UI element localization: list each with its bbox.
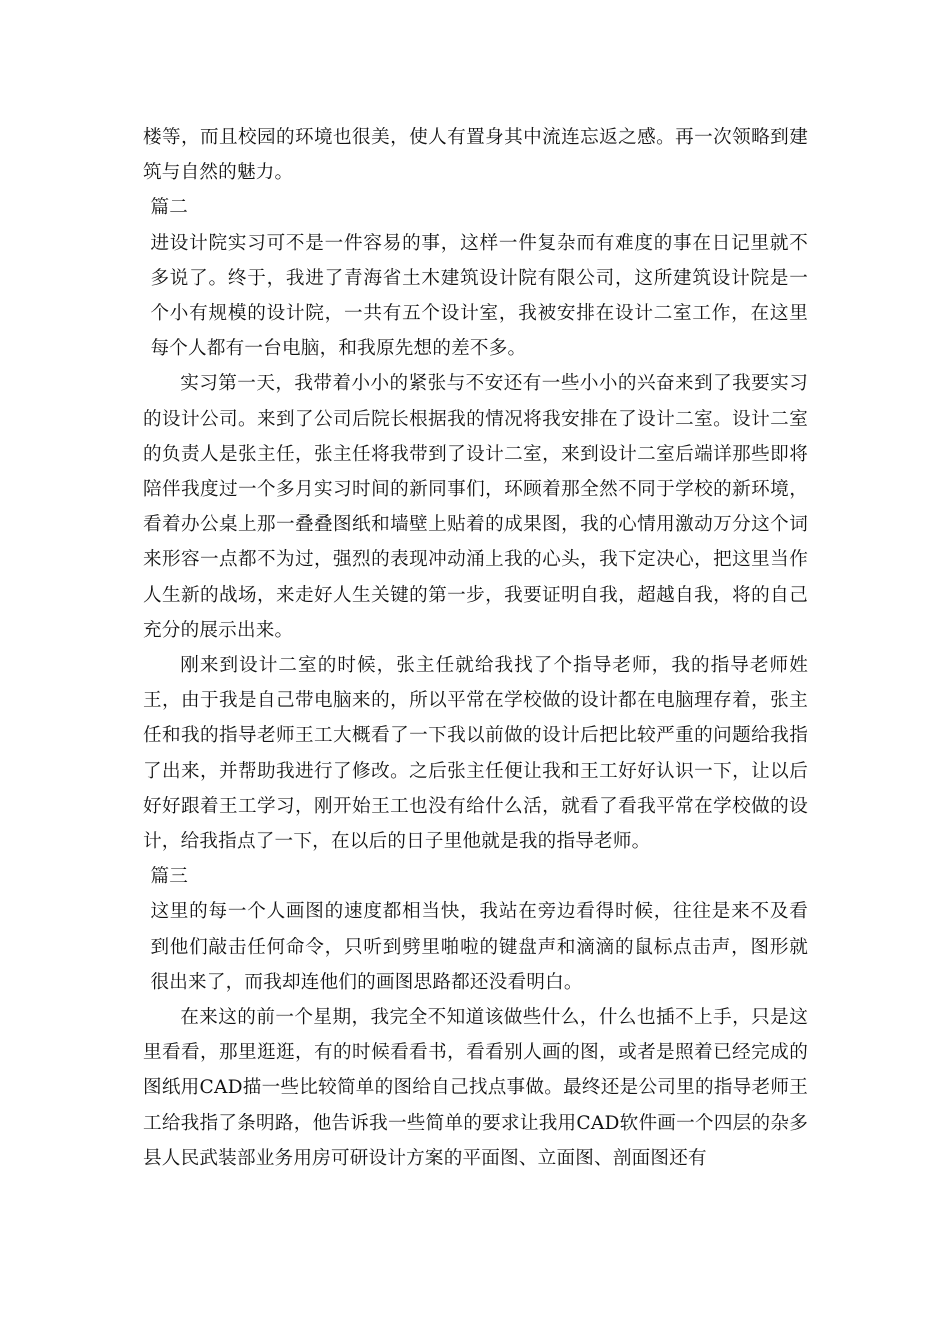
paragraph-first-day: 实习第一天，我带着小小的紧张与不安还有一些小小的兴奋来到了我要实习的设计公司。来到了公司后院长根据我的情况将我安排在了设计二室。设计二室的负责人是张主任，张主任将我带到了设计二室，来到设计二室后端详那些即将陪伴我度过一个多月实习时间的新同事们，环顾着那全然不同于学校的新环境，看着办公桌上那一叠叠图纸和墙壁上贴着的成果图，我的心情用激动万分这个词来形容一点都不为过，强烈的表现冲动涌上我的心头，我下定决心，把这里当作人生新的战场，来走好人生关键的第一步，我要证明自我，超越自我，将的自己充分的展示出来。: [143, 373, 808, 641]
document-body: [143, 120, 808, 1176]
paragraph-lead-3: 这里的每一个人画图的速度都相当快，我站在旁边看得时候，往往是来不及看到他们敲击任何命令，只听到劈里啪啦的键盘声和滴滴的鼠标点击声，图形就很出来了，而我却连他们的画图思路都还没看明白。: [150, 901, 808, 993]
section-heading-2: 篇二: [150, 197, 189, 219]
paragraph-continuation: 楼等，而且校园的环境也很美，使人有置身其中流连忘返之感。再一次领略到建筑与自然的魅力。: [143, 127, 808, 184]
paragraph-lead-2: 进设计院实习可不是一件容易的事，这样一件复杂而有难度的事在日记里就不多说了。终于，我进了青海省土木建筑设计院有限公司，这所建筑设计院是一个小有规模的设计院，一共有五个设计室，我被安排在设计二室工作，在这里每个人都有一台电脑，和我原先想的差不多。: [150, 232, 808, 360]
paragraph-first-week: 在来这的前一个星期，我完全不知道该做些什么，什么也插不上手，只是这里看看，那里逛逛，有的时候看看书，看看别人画的图，或者是照着已经完成的图纸用CAD描一些比较简单的图给自己找点事做。最终还是公司里的指导老师王工给我指了条明路，他告诉我一些简单的要求让我用CAD软件画一个四层的杂多县人民武装部业务用房可研设计方案的平面图、立面图、剖面图还有: [143, 1007, 808, 1169]
paragraph-advisor: 刚来到设计二室的时候，张主任就给我找了个指导老师，我的指导老师姓王，由于我是自己带电脑来的，所以平常在学校做的设计都在电脑理存着，张主任和我的指导老师王工大概看了一下我以前做的设计后把比较严重的问题给我指了出来，并帮助我进行了修改。之后张主任便让我和王工好好认识一下，让以后好好跟着王工学习，刚开始王工也没有给什么活，就看了看我平常在学校做的设计，给我指点了一下，在以后的日子里他就是我的指导老师。: [143, 655, 808, 853]
section-heading-3: 篇三: [150, 866, 189, 888]
